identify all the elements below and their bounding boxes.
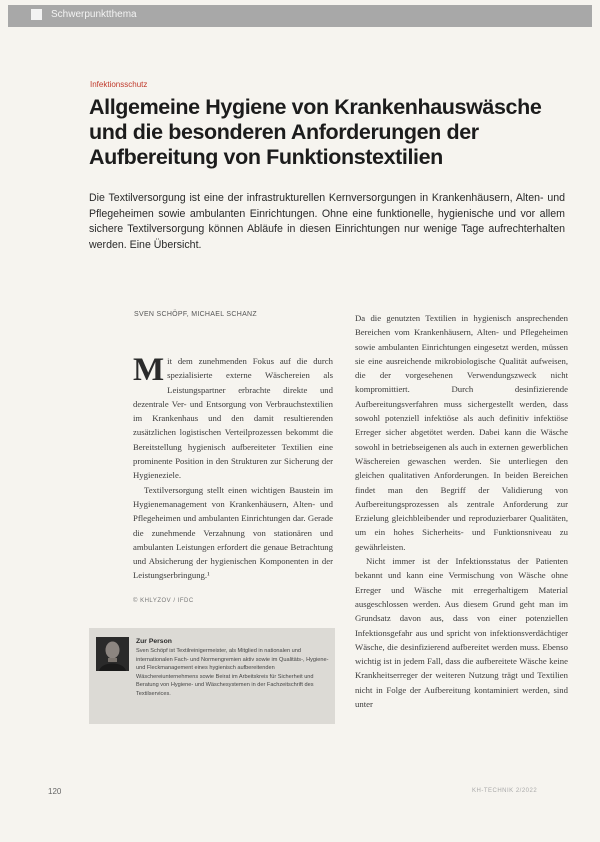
section-label: Schwerpunktthema [51,9,137,20]
body-paragraph-text: it dem zunehmenden Fokus auf die durch spezialisierte externe Wäschereien als Leistungspartner erbrachte direkte und dezentrale Ver- und Entsorgung von Verbrauchstextilien im Krankenhaus und den damit resultierenden zusätzlichen logistischen Verteilprozessen bekommt die Bereitstellung hygienisch aufbereiteter Textilien eine prominente Position in den Strukturen zur Sicherung der Hygieneziele. [133,356,333,481]
body-paragraph: Da die genutzten Textilien in hygienisch ansprechenden Bereichen vom Krankenhäusern, Alten- und Pflegeheimen sowie ambulanten Einrichtungen eingesetzt werden, müssen sie eine ausreichende mikrobiologische Qualität aufweisen, die der vorgesehenen Verwendungszweck nicht kompromittiert. Durch desinfizierende Aufbereitungsverfahren muss sichergestellt werden, dass sowohl potenziell infektiöse als auch definitiv infektiöse Erreger sicher abgetötet werden. Dabei kann die Wäsche sowohl in betriebseigenen als auch in externen gewerblichen Wäschereien gewaschen werden. Sie unterliegen den gleichen qualitativen Anforderungen. In beiden Bereichen findet man den Begriff der Validierung von Aufbereitungsprozessen als zentrale Anforderung zur Erzielung gleichbleibender und reproduzierbarer Qualitäten, um ein hohes Sicherheits- und Funktionsniveau zu gewährleisten. [355,313,568,552]
page-number: 120 [48,787,62,796]
body-paragraph: Nicht immer ist der Infektionsstatus der Patienten bekannt und kann eine Vermischung von Wäsche ohne Erreger und Wäsche mit erregerhaltigem Material ausgeschlossen werden. Aus diesem Grund geht man im Grundsatz davon aus, dass von einer potenziellen Infektionsgefahr aus und spricht von infektionsverdächtiger Wäsche, die desinfizierend aufbereitet werden muss. Ebenso wichtig ist in jedem Fall, dass die aufbereitete Wäsche keine Krankheitserreger der weiteren Nutzung trägt und Textilien nicht in Folge der Aufbereitung kontaminiert werden, sind unter [355,556,568,710]
portrait-image [96,637,129,671]
body-column-right [355,311,568,711]
publication-footer: KH-TECHNIK 2/2022 [472,788,538,794]
author-portrait [96,637,129,671]
article-kicker: Infektionsschutz [90,80,148,89]
photo-credit: © KHLYZOV / IFDC [133,598,194,604]
section-marker-icon [31,9,42,20]
body-paragraph: Textilversorgung stellt einen wichtigen Baustein im Hygienemanagement von Krankenhäusern, Alten- und Pflegeheimen und ambulanten Einrichtungen dar. Gerade die zunehmende Verzahnung von stationären und ambulanten Leistungen erfordert die genaue Betrachtung und Absicherung der hygienischen Komponenten in der Leistungserbringung.¹ [133,484,333,581]
body-column-left [133,354,333,583]
body-paragraph [133,354,333,483]
author-box-text: Sven Schöpf ist Textilreinigermeister, als Mitglied in nationalen und internationalen Fach- und Normengremien aktiv sowie im Qualitäts-, Hygiene- und Fleckmanagement eines hygienisch aufbereitenden Wäschereiunternehmens sowie Beirat im Arbeitskreis für Sicherheit und Beratung von Hygiene- und Wäschesystemen in der Fachzeitschrift des Textilservices. [136,648,329,697]
article-headline: Allgemeine Hygiene von Krankenhauswäsche und die besonderen Anforderungen der Aufbereitung von Funktionstextilien [89,95,542,169]
article-authors: SVEN SCHÖPF, MICHAEL SCHANZ [134,311,257,318]
author-box-title: Zur Person [136,638,172,645]
article-lead: Die Textilversorgung ist eine der infrastrukturellen Kernversorgungen in Krankenhäusern, Alten- und Pflegeheimen sowie ambulanten Einrichtungen. Ohne eine funktionelle, hygienische und vor allem sichere Textilversorgung können Abläufe in diesen Einrichtungen nur wenige Tage aufrechterhalten werden. Eine Übersicht. [89,192,565,251]
drop-cap: M [133,352,165,388]
